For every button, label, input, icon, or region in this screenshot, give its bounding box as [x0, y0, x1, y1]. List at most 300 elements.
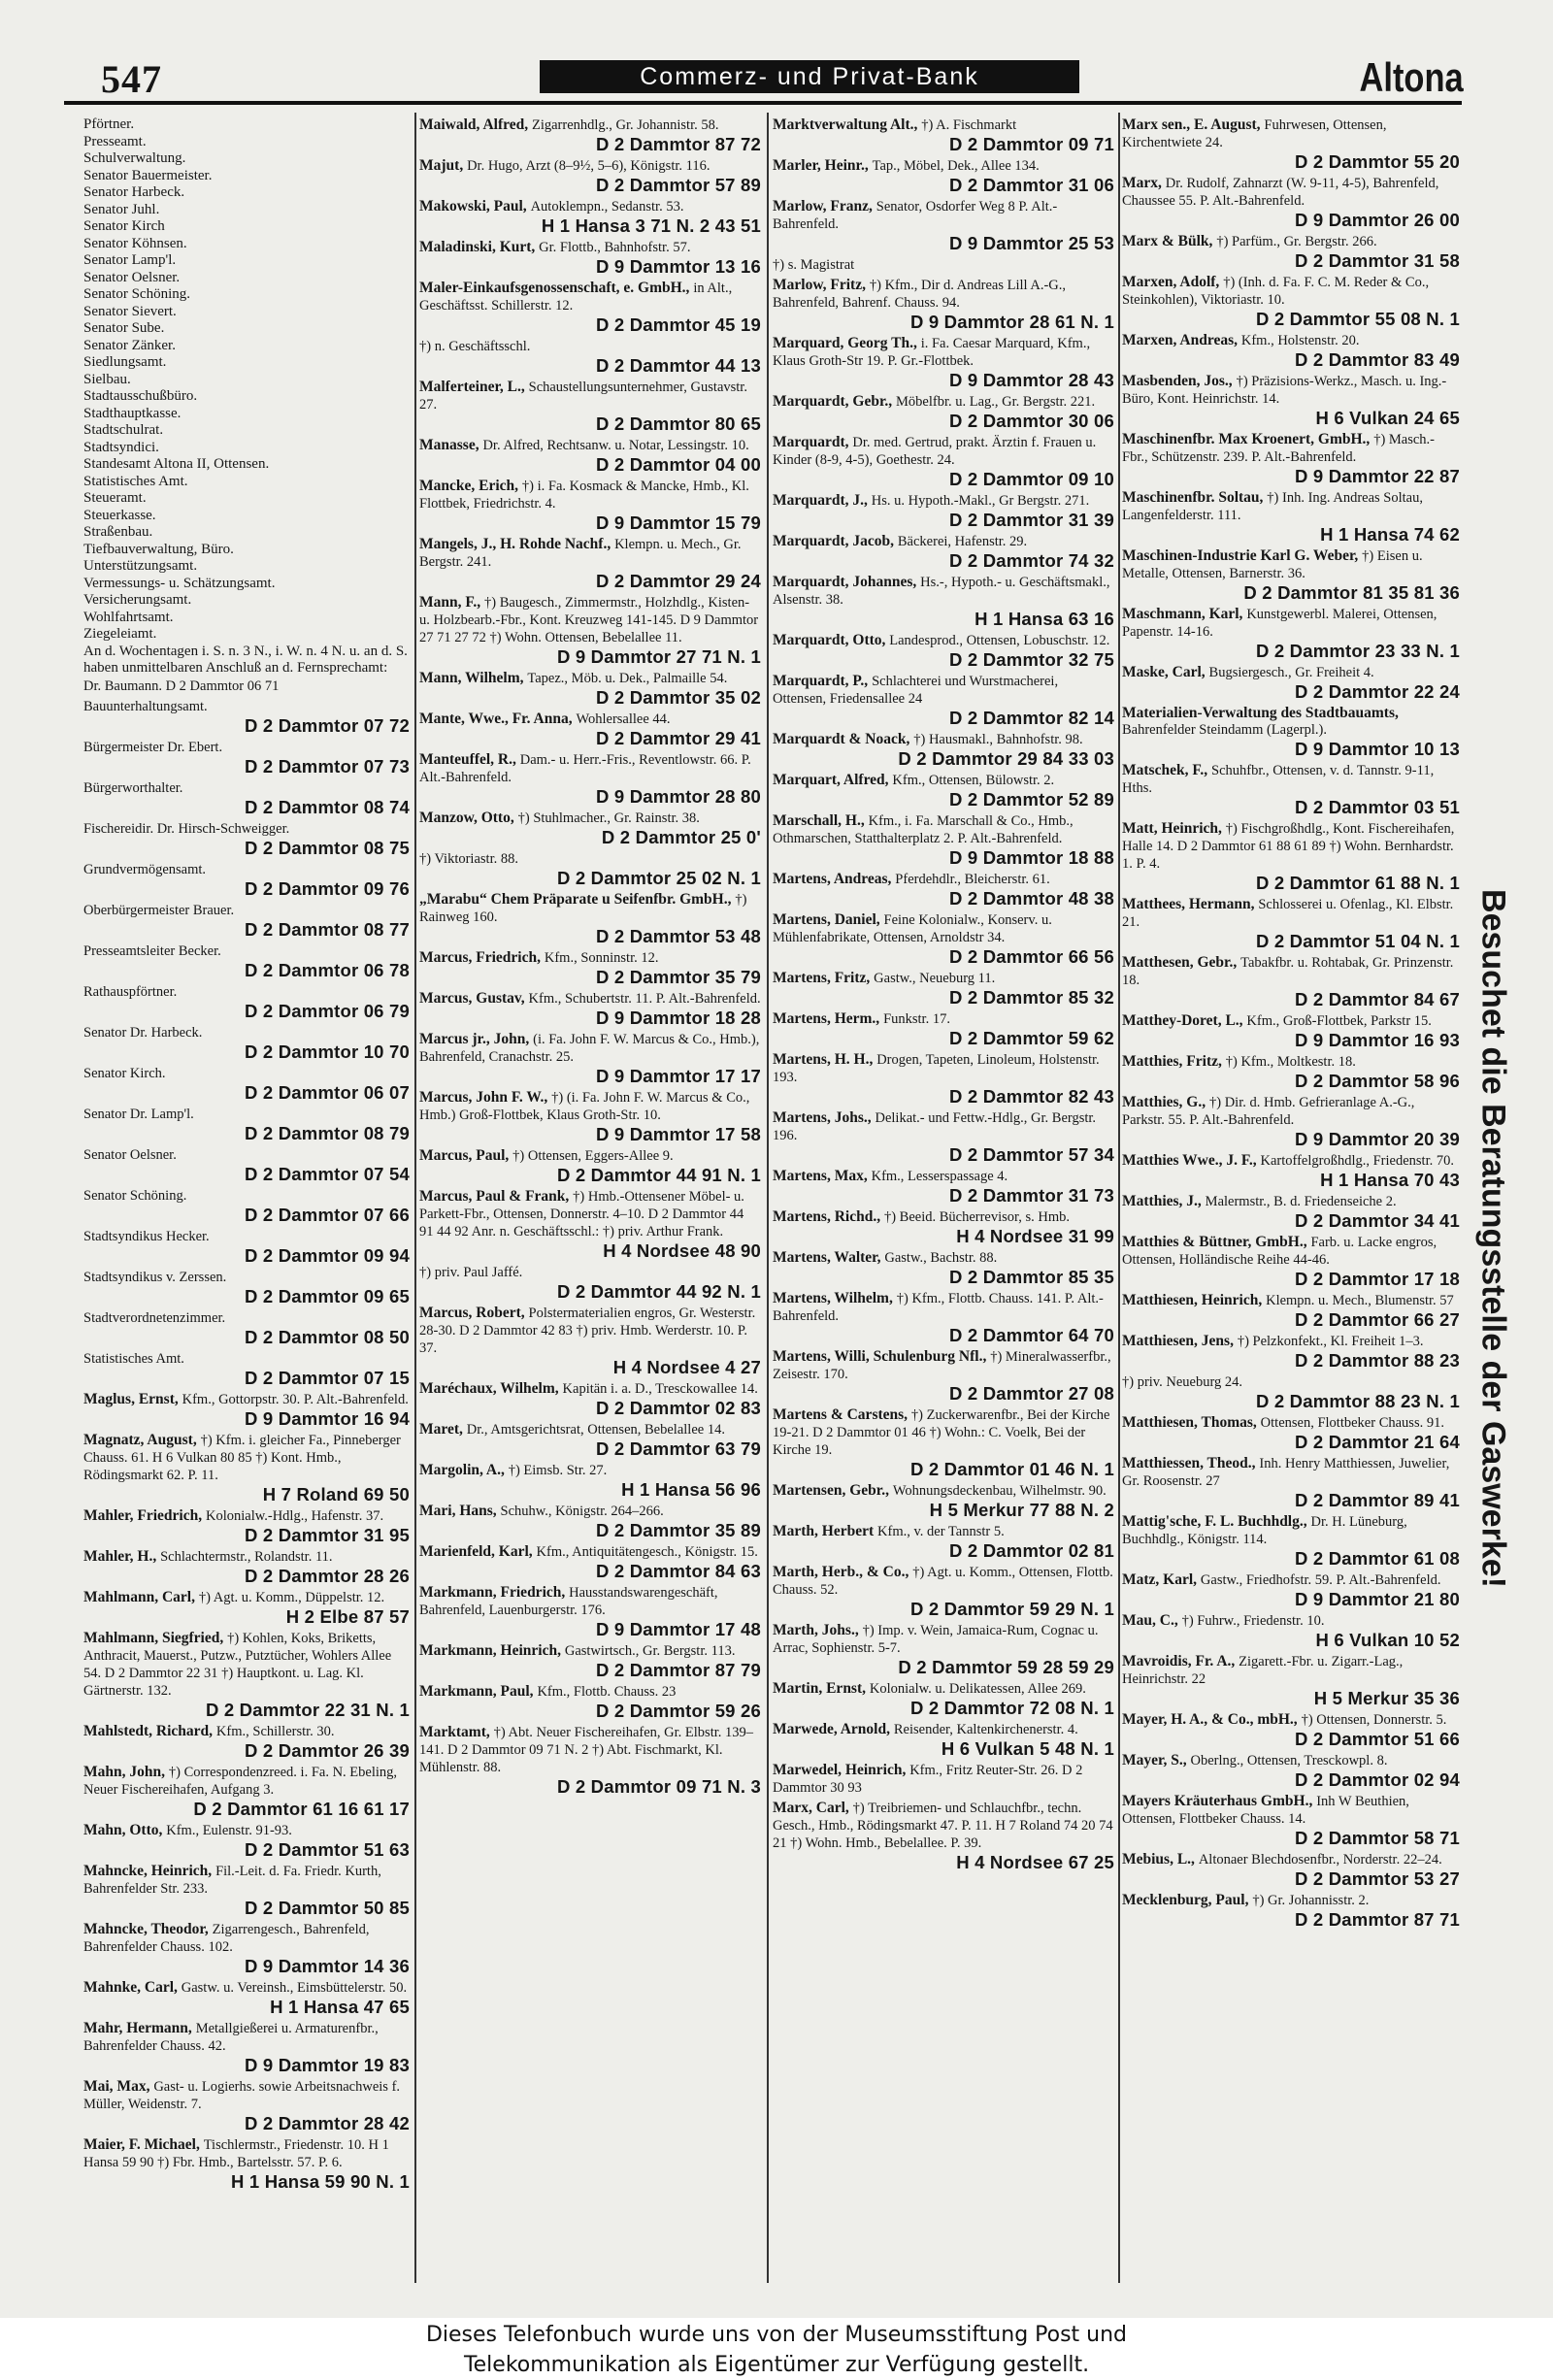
- entry-line: [1122, 1851, 1460, 1868]
- entry-name: Markmann, Paul,: [419, 1683, 534, 1700]
- office-list: [83, 116, 410, 678]
- entry-phone: D 2 Dammtor 55 20: [1295, 151, 1460, 172]
- entry-phone: D 9 Dammtor 15 79: [596, 512, 761, 533]
- entry-details: Fischereidir. Dr. Hirsch-Schweigger.: [83, 820, 290, 837]
- entry-details: †) Stuhlmacher., Gr. Rainstr. 38.: [517, 810, 700, 826]
- entry-details: †) Kfm., Flottb. Chauss. 141. P. Alt.-Bahrenfeld.: [773, 1291, 1104, 1324]
- entry-line: [1122, 606, 1460, 641]
- entry-details: Gastw., Bachstr. 88.: [884, 1250, 998, 1266]
- entry-line: [83, 1228, 410, 1245]
- entry-details: †) Abt. Neuer Fischereihafen, Gr. Elbstr. 139–141. D 2 Dammtor 09 71 N. 2 †) Abt. Fischmarkt, Kl. Mühlenstr. 88.: [419, 1725, 754, 1775]
- entry-phone: D 2 Dammtor 82 14: [949, 708, 1114, 728]
- directory-entry: [83, 1432, 410, 1504]
- entry-phone: H 4 Nordsee 31 99: [956, 1226, 1114, 1246]
- directory-entry: [773, 731, 1114, 769]
- entry-phone: D 2 Dammtor 59 29 N. 1: [909, 1599, 1114, 1619]
- entry-details: Dr. Alfred, Rechtsanw. u. Notar, Lessingstr. 10.: [482, 438, 749, 453]
- entry-details: Gastwirtsch., Gr. Bergstr. 113.: [564, 1643, 736, 1659]
- entry-phone: D 2 Dammtor 02 81: [949, 1540, 1114, 1561]
- entry-name: Maiwald, Alfred,: [419, 116, 529, 133]
- entry-line: [773, 256, 1114, 274]
- entry-phone: D 2 Dammtor 23 33 N. 1: [1255, 641, 1460, 661]
- entry-line: [773, 1208, 1114, 1226]
- directory-entry: [83, 1228, 410, 1266]
- entry-phone: H 7 Roland 69 50: [262, 1483, 410, 1504]
- entry-phone: D 9 Dammtor 16 93: [1295, 1030, 1460, 1050]
- entry-line: [773, 1010, 1114, 1028]
- directory-entry: [419, 239, 761, 277]
- entry-line: [1122, 1653, 1460, 1688]
- entry-details: †) (i. Fa. John F. W. Marcus & Co., Hmb.) Groß-Flottbek, Klaus Groth-Str. 10.: [419, 1090, 750, 1123]
- entry-name: Maschinenfbr. Soltau,: [1122, 489, 1264, 506]
- entry-line: [773, 632, 1114, 649]
- entry-phone: D 2 Dammtor 61 16 61 17: [193, 1798, 410, 1819]
- entry-phone: D 9 Dammtor 17 48: [596, 1619, 761, 1639]
- entry-phone: D 2 Dammtor 06 07: [245, 1081, 410, 1103]
- directory-entry: [773, 1622, 1114, 1677]
- entry-phone: D 2 Dammtor 53 48: [596, 926, 761, 946]
- directory-entry: [419, 1089, 761, 1144]
- entry-line: [83, 1822, 410, 1839]
- directory-entry: [1122, 1292, 1460, 1330]
- directory-entry: [1122, 1892, 1460, 1930]
- entry-name: Mahler, Friedrich,: [83, 1506, 203, 1524]
- entry-details: Inh. Henry Matthiessen, Juwelier, Gr. Roosenstr. 27: [1122, 1456, 1450, 1489]
- entry-phone: D 9 Dammtor 25 53: [949, 233, 1114, 253]
- entry-name: Mahlmann, Carl,: [83, 1588, 195, 1605]
- entry-name: Marcus, John F. W.,: [419, 1089, 548, 1106]
- entry-name: Mai, Max,: [83, 2077, 150, 2095]
- entry-name: Marktamt,: [419, 1724, 490, 1740]
- column-3: [773, 116, 1114, 2283]
- entry-phone: D 2 Dammtor 31 95: [245, 1524, 410, 1545]
- directory-entry: [83, 678, 410, 695]
- entry-details: Klempn. u. Mech., Gr. Bergstr. 241.: [419, 537, 742, 570]
- entry-phone: D 2 Dammtor 44 91 N. 1: [556, 1165, 761, 1185]
- directory-entry: [1122, 1012, 1460, 1050]
- entry-name: Mahn, Otto,: [83, 1821, 163, 1838]
- entry-details: Wohnungsdeckenbau, Wilhelmstr. 90.: [892, 1483, 1107, 1499]
- entry-name: Martens & Carstens,: [773, 1406, 909, 1423]
- entry-details: Gastw. u. Vereinsh., Eimsbüttelerstr. 50.: [181, 1979, 408, 1996]
- entry-details: Dr. Rudolf, Zahnarzt (W. 9-11, 4-5), Bahrenfeld, Chaussee 55. P. Alt.-Bahrenfeld.: [1122, 176, 1439, 209]
- directory-entry: [83, 2020, 410, 2075]
- entry-line: [1122, 175, 1460, 210]
- directory-entry: [773, 277, 1114, 332]
- entry-details: Gastw., Friedhofstr. 59. P. Alt.-Bahrenfeld.: [1200, 1572, 1441, 1588]
- directory-entry: [1122, 896, 1460, 951]
- entry-details: Fuhrwesen, Ottensen, Kirchentwiete 24.: [1122, 117, 1387, 150]
- entry-phone: D 2 Dammtor 28 42: [245, 2112, 410, 2133]
- entry-line: [1122, 1455, 1460, 1490]
- entry-line: [83, 678, 410, 695]
- directory-entry: [83, 820, 410, 858]
- directory-entry: [419, 1421, 761, 1459]
- entry-details: Landesprod., Ottensen, Lobuschstr. 12.: [889, 633, 1110, 648]
- entry-line: [1122, 1793, 1460, 1828]
- directory-entry: [773, 533, 1114, 571]
- entry-line: [419, 711, 761, 728]
- entry-line: [419, 1264, 761, 1281]
- entry-details: i. Fa. Caesar Marquard, Kfm., Klaus Groth-Str 19. P. Gr.-Flottbek.: [773, 336, 1091, 369]
- office-line: Senator Köhnsen.: [83, 235, 187, 251]
- entry-details: †) Präzisions-Werkz., Masch. u. Ing.-Büro, Kont. Heinrichstr. 14.: [1122, 374, 1447, 407]
- entry-details: Kfm., Sonninstr. 12.: [544, 950, 659, 966]
- directory-entry: [1122, 1653, 1460, 1708]
- directory-entry: [1122, 664, 1460, 702]
- directory-entry: [83, 1630, 410, 1720]
- entry-name: Matthies, J.,: [1122, 1193, 1202, 1209]
- directory-entry: [1122, 954, 1460, 1009]
- entry-details: †) Pelzkonfekt., Kl. Freiheit 1–3.: [1237, 1334, 1424, 1349]
- directory-entry: [1122, 1053, 1460, 1091]
- entry-line: [83, 2020, 410, 2055]
- entry-details: †) s. Magistrat: [773, 257, 855, 273]
- entry-name: Marth, Herb., & Co.,: [773, 1564, 909, 1580]
- entry-phone: D 2 Dammtor 59 62: [949, 1028, 1114, 1048]
- entry-name: Marquardt & Noack,: [773, 731, 910, 747]
- entry-line: [419, 1380, 761, 1398]
- entry-name: Matthiessen, Theod.,: [1122, 1455, 1256, 1471]
- page-number: 547: [101, 57, 162, 101]
- office-line: Senator Zänker.: [83, 337, 176, 353]
- entry-details: Zigarrenhdlg., Gr. Johannistr. 58.: [531, 117, 719, 133]
- entry-line: [419, 1305, 761, 1357]
- entry-details: Senator Schöning.: [83, 1187, 187, 1204]
- entry-details: Gr. Flottb., Bahnhofstr. 57.: [539, 240, 691, 255]
- entry-details: †) i. Fa. Kosmack & Mancke, Hmb., Kl. Flottbek, Friedrichstr. 4.: [419, 479, 749, 512]
- entry-line: [419, 239, 761, 256]
- entry-details: Möbelfbr. u. Lag., Gr. Bergstr. 221.: [896, 394, 1096, 410]
- entry-phone: H 1 Hansa 70 43: [1320, 1170, 1460, 1190]
- entry-phone: D 2 Dammtor 32 75: [949, 649, 1114, 670]
- entry-details: Tapez., Möb. u. Dek., Palmaille 54.: [527, 671, 728, 686]
- entry-line: [773, 1564, 1114, 1599]
- directory-entry: [773, 1168, 1114, 1206]
- directory-entry: [1122, 1793, 1460, 1848]
- entry-phone: D 2 Dammtor 22 31 N. 1: [205, 1699, 410, 1720]
- entry-phone: D 2 Dammtor 28 26: [245, 1565, 410, 1586]
- entry-name: Marth, Johs.,: [773, 1622, 859, 1638]
- entry-name: Magnatz, August,: [83, 1431, 197, 1448]
- entry-list: [83, 678, 410, 2192]
- entry-line: [773, 673, 1114, 708]
- directory-entry: [1122, 233, 1460, 271]
- office-line: Versicherungsamt.: [83, 592, 192, 608]
- directory-entry: [419, 1147, 761, 1185]
- entry-line: [773, 772, 1114, 789]
- directory-entry: [773, 1800, 1114, 1872]
- entry-phone: D 2 Dammtor 09 71 N. 3: [556, 1776, 761, 1797]
- entry-name: Martens, Herm.,: [773, 1010, 880, 1027]
- entry-details: Delikat.- und Fettw.-Hdlg., Gr. Bergstr. 196.: [773, 1110, 1097, 1143]
- entry-phone: D 2 Dammtor 34 41: [1295, 1210, 1460, 1231]
- entry-phone: D 2 Dammtor 57 89: [596, 175, 761, 195]
- entry-phone: D 2 Dammtor 21 64: [1295, 1432, 1460, 1452]
- directory-entry: [419, 198, 761, 236]
- entry-line: [773, 533, 1114, 550]
- entry-line: [419, 1031, 761, 1066]
- entry-line: [419, 990, 761, 1008]
- entry-name: Matthies, Fritz,: [1122, 1053, 1222, 1070]
- entry-line: [419, 338, 761, 355]
- entry-details: †) Agt. u. Komm., Düppelstr. 12.: [198, 1589, 385, 1605]
- entry-line: [419, 1642, 761, 1660]
- entry-name: Matthies, G.,: [1122, 1094, 1206, 1110]
- entry-line: [1122, 1094, 1460, 1129]
- entry-line: [83, 779, 410, 797]
- directory-entry: [419, 594, 761, 667]
- entry-line: [83, 1106, 410, 1123]
- entry-line: [1122, 489, 1460, 524]
- entry-details: Senator Dr. Harbeck.: [83, 1024, 203, 1041]
- entry-details: Farb. u. Lacke engros, Ottensen, Holländische Reihe 44-46.: [1122, 1235, 1437, 1268]
- entry-phone: D 9 Dammtor 10 13: [1295, 739, 1460, 759]
- entry-name: Martens, Willi, Schulenburg Nfl.,: [773, 1348, 987, 1365]
- entry-details: Kfm., Gottorpstr. 30. P. Alt.-Bahrenfeld.: [182, 1391, 409, 1407]
- column-divider: [414, 113, 416, 2283]
- entry-details: †) Parfüm., Gr. Bergstr. 266.: [1216, 234, 1377, 249]
- entry-line: [773, 1249, 1114, 1267]
- entry-name: Marquardt, Otto,: [773, 632, 886, 648]
- side-advert-text: Besuchet die Beratungsstelle der Gaswerke!: [1474, 889, 1512, 1588]
- entry-name: Martens, Walter,: [773, 1249, 881, 1266]
- column-divider: [767, 113, 769, 2283]
- directory-entry: [419, 751, 761, 807]
- directory-entry: [83, 1723, 410, 1761]
- entry-phone: D 2 Dammtor 66 27: [1295, 1309, 1460, 1330]
- directory-entry: [419, 1543, 761, 1581]
- entry-details: †) Treibriemen- und Schlauchfbr., techn. Gesch., Hmb., Rödingsmarkt 47. P. 11. H 7 Roland 74 20 74 21 †) Wohn. Hmb., Bebelallee. P. 39.: [773, 1801, 1113, 1851]
- entry-name: Maladinski, Kurt,: [419, 239, 536, 255]
- entry-line: [773, 1348, 1114, 1383]
- entry-name: Marschall, H.,: [773, 812, 865, 829]
- entry-line: [1122, 1053, 1460, 1071]
- entry-phone: D 2 Dammtor 02 83: [596, 1398, 761, 1418]
- directory-entry: [83, 1589, 410, 1627]
- entry-line: [773, 1290, 1114, 1325]
- entry-details: Polstermaterialien engros, Gr. Westerstr. 28-30. D 2 Dammtor 42 83 †) priv. Hmb. Werderstr. 10. P. 37.: [419, 1306, 756, 1356]
- entry-details: †) Baugesch., Zimmermstr., Holzhdlg., Kisten- u. Holzbearb.-Fbr., Kont. Kreuzweg 141-145. D 9 Dammtor 27 71 27 72 †) Wohn. Ottensen, Bebelallee 11.: [419, 595, 759, 645]
- directory-entry: [83, 1350, 410, 1388]
- entry-phone: D 2 Dammtor 08 79: [245, 1122, 410, 1143]
- directory-entry: [1122, 489, 1460, 545]
- entry-details: Kapitän i. a. D., Tresckowallee 14.: [562, 1381, 758, 1397]
- entry-details: †) Hausmakl., Bahnhofstr. 98.: [913, 732, 1083, 747]
- entry-details: Altonaer Blechdosenfbr., Norderstr. 22–24.: [1198, 1852, 1442, 1868]
- entry-details: †) Kfm. i. gleicher Fa., Pinneberger Chauss. 61. H 6 Vulkan 80 85 †) Kont. Hmb., Rödingsmarkt 62. P. 11.: [83, 1432, 401, 1483]
- entry-details: Oberlng., Ottensen, Tresckowpl. 8.: [1190, 1753, 1388, 1768]
- entry-details: †) Mineralwasserfbr., Zeisestr. 170.: [773, 1349, 1111, 1382]
- entry-phone: D 2 Dammtor 72 08 N. 1: [909, 1698, 1114, 1718]
- entry-name: Mattig'sche, F. L. Buchhdlg.,: [1122, 1513, 1307, 1530]
- directory-entry: [773, 1010, 1114, 1048]
- entry-line: [419, 437, 761, 454]
- directory-entry: [1122, 116, 1460, 172]
- entry-details: Wohlersallee 44.: [576, 711, 671, 727]
- entry-phone: D 9 Dammtor 20 39: [1295, 1129, 1460, 1149]
- entry-phone: D 2 Dammtor 03 51: [1295, 797, 1460, 817]
- directory-entry: [83, 861, 410, 899]
- directory-entry: [773, 1762, 1114, 1797]
- directory-entry: [83, 902, 410, 940]
- entry-phone: D 2 Dammtor 31 73: [949, 1185, 1114, 1206]
- entry-details: †) Hmb.-Ottensener Möbel- u. Parkett-Fbr., Ottensen, Donnerstr. 4–10. D 2 Dammtor 44 91 44 92 Anr. n. Geschäftsschl.: †) priv. Arthur Frank.: [419, 1189, 744, 1240]
- footer-note: [0, 2320, 1553, 2380]
- office-line: Senator Bauermeister.: [83, 167, 213, 183]
- entry-name: Mann, F.,: [419, 594, 481, 611]
- entry-details: Gastw., Neueburg 11.: [874, 971, 996, 986]
- entry-name: Marlow, Franz,: [773, 198, 873, 215]
- entry-name: Marx, Carl,: [773, 1800, 849, 1816]
- directory-entry: [1122, 1373, 1460, 1411]
- entry-name: Maschinen-Industrie Karl G. Weber,: [1122, 547, 1359, 564]
- entry-phone: D 2 Dammtor 52 89: [949, 789, 1114, 810]
- entry-line: [419, 850, 761, 868]
- entry-phone: D 2 Dammtor 07 72: [245, 714, 410, 736]
- entry-phone: D 2 Dammtor 45 19: [596, 314, 761, 335]
- directory-entry: [773, 256, 1114, 274]
- directory-entry: [419, 1642, 761, 1680]
- entry-name: Maglus, Ernst,: [83, 1390, 179, 1407]
- entry-details: †) priv. Neueburg 24.: [1122, 1374, 1243, 1390]
- directory-entry: [419, 280, 761, 335]
- entry-name: Mann, Wilhelm,: [419, 670, 524, 686]
- entry-name: Martens, Richd.,: [773, 1208, 881, 1225]
- entry-name: Marquard, Georg Th.,: [773, 335, 917, 351]
- entry-details: Stadtsyndikus Hecker.: [83, 1228, 210, 1244]
- office-line: Senator Harbeck.: [83, 184, 185, 200]
- directory-entry: [773, 335, 1114, 390]
- entry-phone: H 4 Nordsee 4 27: [612, 1357, 761, 1377]
- entry-phone: H 1 Hansa 74 62: [1320, 524, 1460, 545]
- directory-entry: [1122, 1333, 1460, 1371]
- directory-entry: [83, 1548, 410, 1586]
- entry-phone: D 2 Dammtor 35 79: [596, 967, 761, 987]
- entry-name: Markmann, Friedrich,: [419, 1584, 566, 1601]
- entry-name: Mancke, Erich,: [419, 478, 519, 494]
- entry-name: Manasse,: [419, 437, 479, 453]
- entry-name: Matthiesen, Heinrich,: [1122, 1292, 1263, 1308]
- entry-line: [773, 812, 1114, 847]
- directory-entry: [773, 812, 1114, 868]
- entry-name: Mahler, H.,: [83, 1547, 157, 1565]
- column-4: [1122, 116, 1460, 2283]
- directory-entry: [419, 1305, 761, 1377]
- entry-details: Dr. med. Gertrud, prakt. Ärztin f. Frauen u. Kinder (8-9, 4-5), Goethestr. 24.: [773, 435, 1097, 468]
- entry-name: Martensen, Gebr.,: [773, 1482, 889, 1499]
- entry-details: Kartoffelgroßhdlg., Friedenstr. 70.: [1260, 1153, 1454, 1169]
- entry-name: Marx,: [1122, 175, 1162, 191]
- directory-entry: [773, 1348, 1114, 1404]
- entry-details: Presseamtsleiter Becker.: [83, 942, 221, 959]
- entry-details: Kfm., Antiquitätengesch., Königstr. 15.: [536, 1544, 758, 1560]
- directory-entry: [419, 1264, 761, 1302]
- entry-phone: D 2 Dammtor 87 79: [596, 1660, 761, 1680]
- entry-line: [773, 1622, 1114, 1657]
- entry-line: [1122, 233, 1460, 250]
- entry-line: [1122, 820, 1460, 873]
- directory-entry: [419, 1724, 761, 1797]
- directory-entry: [1122, 1455, 1460, 1510]
- entry-name: Mahnke, Carl,: [83, 1978, 178, 1996]
- entry-line: [419, 280, 761, 314]
- entry-name: Martens, Wilhelm,: [773, 1290, 893, 1306]
- directory-entry: [773, 157, 1114, 195]
- entry-phone: H 1 Hansa 47 65: [270, 1996, 410, 2017]
- entry-phone: D 9 Dammtor 14 36: [245, 1955, 410, 1976]
- entry-name: Marcus, Gustav,: [419, 990, 525, 1007]
- entry-phone: D 2 Dammtor 09 76: [245, 877, 410, 899]
- entry-name: Maler-Einkaufsgenossenschaft, e. GmbH.,: [419, 280, 690, 296]
- office-line: Vermessungs- u. Schätzungsamt.: [83, 575, 276, 591]
- entry-details: Funkstr. 17.: [883, 1011, 950, 1027]
- entry-line: [419, 379, 761, 413]
- entry-name: Martens, Johs.,: [773, 1109, 872, 1126]
- entry-phone: D 2 Dammtor 29 84 33 03: [898, 748, 1114, 769]
- directory-entry: [773, 434, 1114, 489]
- directory-entry: [83, 1269, 410, 1306]
- directory-entry: [1122, 1193, 1460, 1231]
- entry-phone: D 2 Dammtor 66 56: [949, 946, 1114, 967]
- directory-entry: [1122, 1152, 1460, 1190]
- entry-name: Matthies Wwe., J. F.,: [1122, 1152, 1257, 1169]
- directory-entry: [1122, 1571, 1460, 1609]
- entry-details: Schuhfbr., Ottensen, v. d. Tannstr. 9-11, Hths.: [1122, 763, 1435, 796]
- office-line: Senator Sievert.: [83, 303, 177, 319]
- entry-details: Drogen, Tapeten, Linoleum, Holstenstr. 193.: [773, 1052, 1100, 1085]
- directory-entry: [1122, 1612, 1460, 1650]
- office-line: Standesamt Altona II, Ottensen.: [83, 456, 270, 472]
- entry-phone: D 2 Dammtor 53 27: [1295, 1868, 1460, 1889]
- directory-entry: [83, 942, 410, 980]
- directory-entry: [1122, 175, 1460, 230]
- directory-entry: [419, 379, 761, 434]
- entry-phone: D 2 Dammtor 82 43: [949, 1086, 1114, 1107]
- entry-phone: D 2 Dammtor 57 34: [949, 1144, 1114, 1165]
- entry-line: [419, 1683, 761, 1701]
- directory-entry: [83, 1979, 410, 2017]
- entry-phone: D 2 Dammtor 44 92 N. 1: [556, 1281, 761, 1302]
- entry-line: [1122, 1752, 1460, 1769]
- entry-line: [419, 594, 761, 646]
- entry-line: [1122, 1892, 1460, 1909]
- entry-name: „Marabu“ Chem Präparate u Seifenfbr. GmbH.,: [419, 891, 732, 908]
- directory-entry: [773, 1290, 1114, 1345]
- entry-phone: D 2 Dammtor 31 39: [949, 510, 1114, 530]
- entry-name: Marlow, Fritz,: [773, 277, 866, 293]
- entry-name: Mangels, J., H. Rohde Nachf.,: [419, 536, 611, 552]
- entry-phone: D 2 Dammtor 07 54: [245, 1163, 410, 1184]
- directory-entry: [773, 632, 1114, 670]
- entry-phone: D 2 Dammtor 07 73: [245, 755, 410, 777]
- entry-name: Matthiesen, Jens,: [1122, 1333, 1234, 1349]
- directory-entry: [773, 116, 1114, 154]
- entry-name: Mahncke, Heinrich,: [83, 1862, 213, 1879]
- entry-details: †) (Inh. d. Fa. F. C. M. Reder & Co., Steinkohlen), Viktoriastr. 10.: [1122, 275, 1430, 308]
- entry-details: Schlachterei und Wurstmacherei, Ottensen, Friedensallee 24: [773, 674, 1059, 707]
- entry-line: [419, 1089, 761, 1124]
- entry-name: Mavroidis, Fr. A.,: [1122, 1653, 1236, 1669]
- office-line: Senator Sube.: [83, 320, 165, 336]
- entry-line: [83, 2136, 410, 2171]
- entry-line: [1122, 1193, 1460, 1210]
- directory-entry: [1122, 606, 1460, 661]
- entry-line: [1122, 332, 1460, 349]
- entry-name: Marcus, Paul & Frank,: [419, 1188, 570, 1205]
- entry-name: Martens, Andreas,: [773, 871, 892, 887]
- entry-details: Klempn. u. Mech., Blumenstr. 57: [1266, 1293, 1454, 1308]
